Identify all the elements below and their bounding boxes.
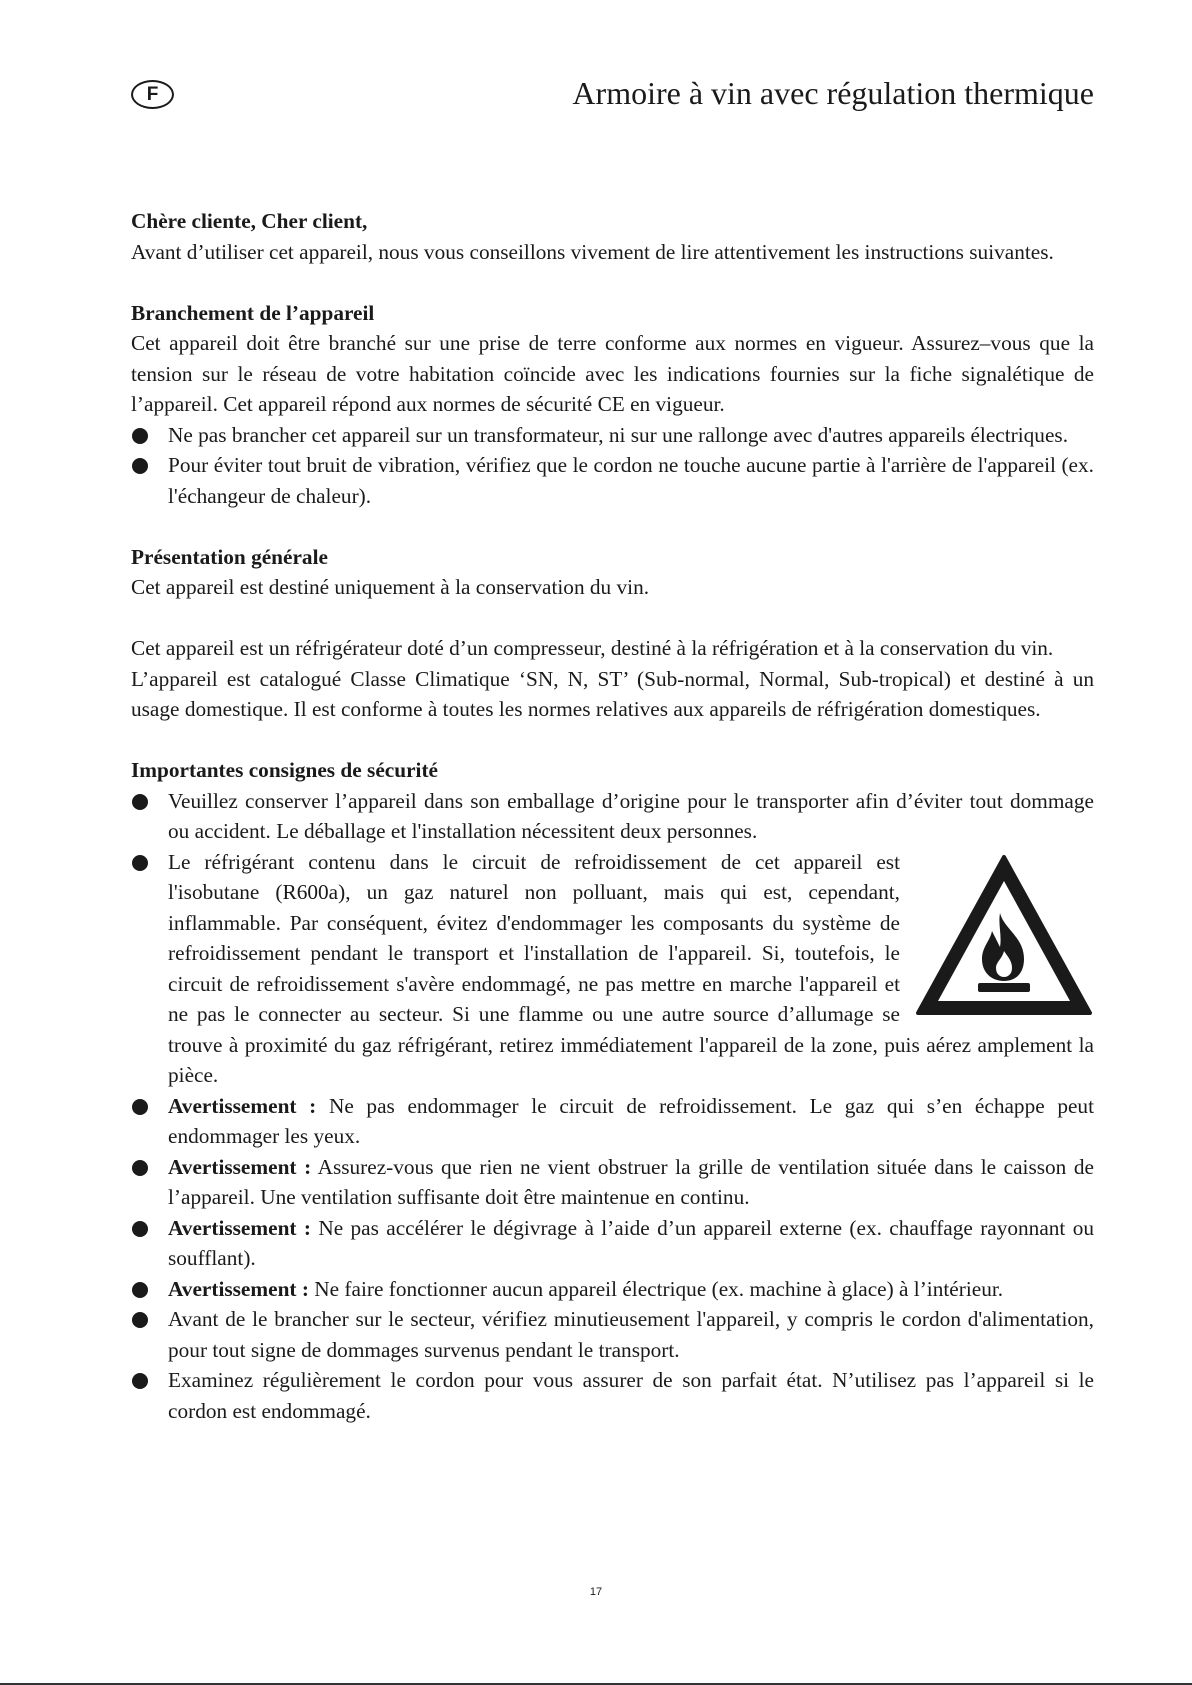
bullet-icon xyxy=(132,855,148,871)
list-item xyxy=(131,1213,1094,1274)
bullet-icon xyxy=(132,428,148,444)
overview-paragraph: L’appareil est catalogué Classe Climatique ‘SN, N, ST’ (Sub-normal, Normal, Sub-tropical) et destiné à un usage domestique. Il est conforme à toutes les normes relatives aux appareils de réfrigération domestiques. xyxy=(131,666,1094,721)
list-item xyxy=(131,1304,1094,1365)
bullet-icon xyxy=(132,1221,148,1237)
bullet-icon xyxy=(132,1373,148,1389)
connection-body: Cet appareil doit être branché sur une prise de terre conforme aux normes en vigueur. Assurez–vous que la tension sur le réseau de votre habitation coïncide avec les indications fournies sur la fiche signalétique de l’appareil. Cet appareil répond aux normes de sécurité CE en vigueur. xyxy=(131,331,1094,416)
bullet-icon xyxy=(132,458,148,474)
overview-heading: Présentation générale xyxy=(131,544,328,569)
warning-label: Avertissement : xyxy=(168,1093,317,1118)
bullet-icon xyxy=(132,1312,148,1328)
spacer xyxy=(131,725,1094,756)
bullet-icon xyxy=(132,1160,148,1176)
document-title: Armoire à vin avec régulation thermique xyxy=(572,75,1094,111)
bullet-text: Examinez régulièrement le cordon pour vous assurer de son parfait état. N’utilisez pas l’appareil si le cordon est endommagé. xyxy=(168,1368,1094,1423)
warning-text: Ne pas endommager le circuit de refroidissement. Le gaz qui s’en échappe peut endommager les yeux. xyxy=(168,1093,1094,1148)
language-code: F xyxy=(146,84,159,105)
warning-text: Ne faire fonctionner aucun appareil électrique (ex. machine à glace) à l’intérieur. xyxy=(314,1276,1004,1301)
spacer xyxy=(131,267,1094,298)
list-item xyxy=(131,1274,1094,1305)
list-item xyxy=(131,1152,1094,1213)
safety-heading: Importantes consignes de sécurité xyxy=(131,758,438,782)
page-number: 17 xyxy=(589,1586,603,1598)
list-item xyxy=(131,786,1094,847)
language-badge xyxy=(131,80,174,109)
overview-paragraph: Cet appareil est un réfrigérateur doté d’un compresseur, destiné à la réfrigération et à la conservation du vin. xyxy=(131,636,1054,660)
bullet-text: Le réfrigérant contenu dans le circuit de refroidissement de cet appareil est l'isobutane (R600a), un gaz naturel non polluant, mais qui est, cependant, inflammable. Par conséquent, évitez d'endommager les composants du système de refroidissement pendant le transport et l'installation de l'appareil. Si, toutefois, le circuit de refroidissement s'avère endommagé, ne pas mettre en marche l'appareil et ne pas le connecter au secteur. Si une flamme ou une autre source d’allumage se trouve à proximité du gaz réfrigérant, retirez immédiatement l'appareil de la zone, puis aérez amplement la pièce. xyxy=(168,849,1094,1087)
warning-label: Avertissement : xyxy=(168,1215,311,1240)
warning-text: Ne pas accélérer le dégivrage à l’aide d’un appareil externe (ex. chauffage rayonnant ou soufflant). xyxy=(168,1215,1095,1270)
flammable-warning-icon xyxy=(914,851,1094,1021)
warning-label: Avertissement : xyxy=(168,1276,309,1301)
bullet-text: Ne pas brancher cet appareil sur un transformateur, ni sur une rallonge avec d'autres appareils électriques. xyxy=(168,422,1069,447)
document-body xyxy=(131,206,1094,1426)
greeting-intro: Avant d’utiliser cet appareil, nous vous conseillons vivement de lire attentivement les instructions suivantes. xyxy=(131,239,1054,264)
list-item xyxy=(131,450,1094,511)
warning-text: Assurez-vous que rien ne vient obstruer la grille de ventilation située dans le caisson de l’appareil. Une ventilation suffisante doit être maintenue en continu. xyxy=(168,1154,1094,1209)
bullet-text: Veuillez conserver l’appareil dans son emballage d’origine pour le transporter afin d’éviter tout dommage ou accident. Le déballage et l'installation nécessitent deux personnes. xyxy=(168,788,1094,843)
list-item xyxy=(131,1365,1094,1426)
spacer xyxy=(131,603,1094,634)
spacer xyxy=(131,511,1094,542)
bullet-icon xyxy=(132,1099,148,1115)
safety-bullet-list xyxy=(131,786,1094,1427)
bullet-text: Avant de le brancher sur le secteur, vérifiez minutieusement l'appareil, y compris le cordon d'alimentation, pour tout signe de dommages survenus pendant le transport. xyxy=(168,1307,1094,1362)
warning-label: Avertissement : xyxy=(168,1154,312,1179)
overview-paragraph: Cet appareil est destiné uniquement à la conservation du vin. xyxy=(131,575,650,599)
greeting-salutation: Chère cliente, Cher client, xyxy=(131,209,368,233)
bullet-text: Pour éviter tout bruit de vibration, vérifiez que le cordon ne touche aucune partie à l'arrière de l'appareil (ex. l'échangeur de chaleur). xyxy=(168,453,1094,508)
connection-bullet-list xyxy=(131,420,1094,512)
connection-heading: Branchement de l’appareil xyxy=(131,300,375,325)
list-item xyxy=(131,847,1094,1091)
list-item xyxy=(131,1091,1094,1152)
list-item xyxy=(131,420,1094,451)
bullet-icon xyxy=(132,794,148,810)
bullet-icon xyxy=(132,1282,148,1298)
